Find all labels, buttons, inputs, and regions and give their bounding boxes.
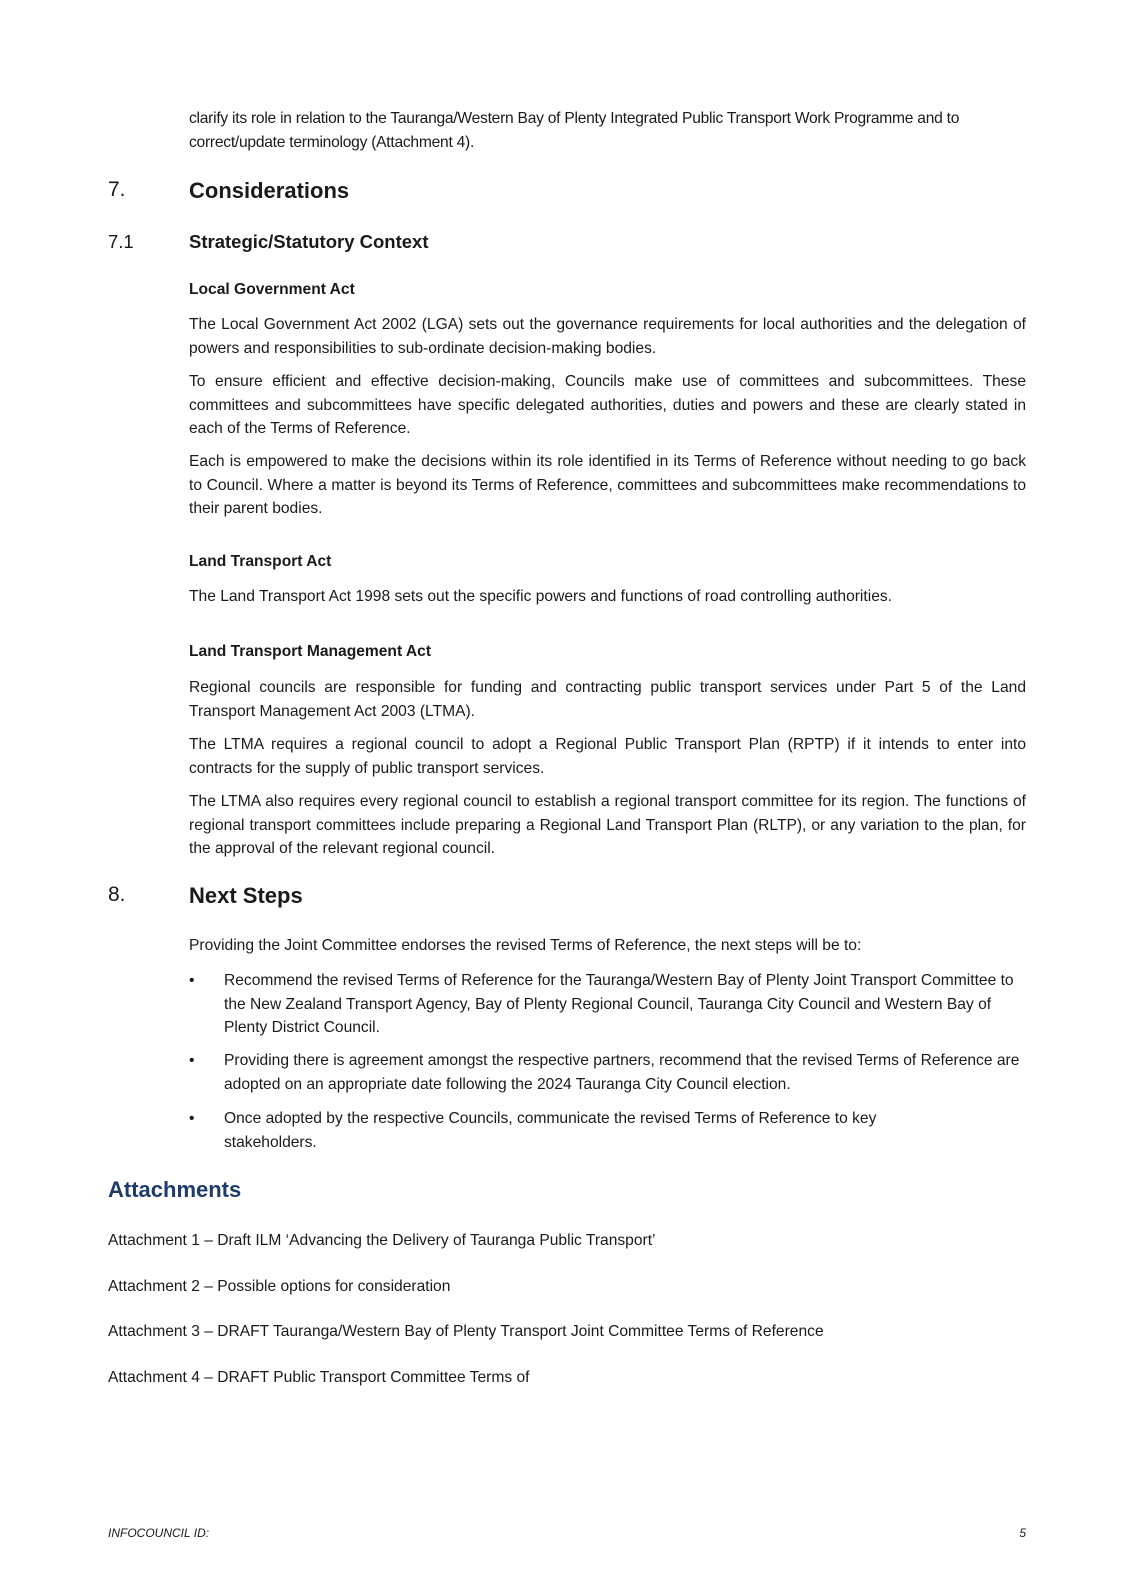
ltma-p3-block: [189, 790, 1026, 861]
list-item: [189, 1049, 1026, 1097]
ltma-paragraph-1: Regional councils are responsible for funding and contracting public transport services under Part 5 of the Land Transport Management Act 2003 (LTMA).: [189, 679, 1026, 720]
next-steps-lead-block: [189, 934, 1026, 958]
ltma-paragraph-3: The LTMA also requires every regional council to establish a regional transport committee for its region. The functions of regional transport committees include preparing a Regional Land Transport Plan (RLTP), or any variation to the plan, for the approval of the relevant regional council.: [189, 793, 1026, 857]
footer-infocouncil-id: INFOCOUNCIL ID:: [108, 1526, 210, 1540]
bullet-icon: •: [189, 1110, 195, 1127]
lta-paragraph-1: The Land Transport Act 1998 sets out the specific powers and functions of road controlling authorities.: [189, 588, 892, 605]
section-7-1-number: 7.1: [108, 231, 134, 252]
attachment-item-2: Attachment 2 – Possible options for consideration: [108, 1278, 451, 1295]
lga-paragraph-2: To ensure efficient and effective decision-making, Councils make use of committees and subcommittees. These committees and subcommittees have specific delegated authorities, duties and powers and these are clearly stated in each of the Terms of Reference.: [189, 373, 1026, 437]
lta-p1-block: [189, 585, 1026, 609]
list-item: [189, 1107, 1026, 1155]
intro-continuation: clarify its role in relation to the Tauranga/Western Bay of Plenty Integrated Public Transport Work Programme and to correct/update terminology (Attachment 4).: [189, 110, 960, 151]
ltma-paragraph-2: The LTMA requires a regional council to adopt a Regional Public Transport Plan (RPTP) if it intends to enter into contracts for the supply of public transport services.: [189, 736, 1026, 777]
lga-heading: Local Government Act: [189, 281, 355, 298]
attachments-heading: Attachments: [108, 1177, 242, 1202]
next-step-bullet-2: Providing there is agreement amongst the respective partners, recommend that the revised Terms of Reference are adopted on an appropriate date following the 2024 Tauranga City Council election.: [224, 1052, 1020, 1093]
lga-paragraph-3: Each is empowered to make the decisions within its role identified in its Terms of Reference without needing to go back to Council. Where a matter is beyond its Terms of Reference, committees and subcommittees make recommendations to their parent bodies.: [189, 453, 1026, 517]
section-7-1-title: Strategic/Statutory Context: [189, 231, 429, 252]
list-item: [189, 969, 1026, 1041]
footer-page-number: 5: [1019, 1526, 1026, 1540]
section-7-title: Considerations: [189, 178, 350, 203]
next-step-bullet-3: Once adopted by the respective Councils, communicate the revised Terms of Reference to key stakeholders.: [224, 1110, 877, 1151]
section-8-title: Next Steps: [189, 883, 303, 908]
lga-p1-block: [189, 313, 1026, 360]
attachment-item-4: Attachment 4 – DRAFT Public Transport Committee Terms of: [108, 1369, 530, 1386]
attachment-item-3: Attachment 3 – DRAFT Tauranga/Western Bay of Plenty Transport Joint Committee Terms of Reference: [108, 1323, 824, 1340]
ltma-heading: Land Transport Management Act: [189, 643, 432, 660]
bullet-icon: •: [189, 1052, 195, 1069]
lga-paragraph-1: The Local Government Act 2002 (LGA) sets out the governance requirements for local authorities and the delegation of powers and responsibilities to sub-ordinate decision-making bodies.: [189, 316, 1026, 357]
next-steps-lead: Providing the Joint Committee endorses the revised Terms of Reference, the next steps will be to:: [189, 937, 862, 954]
next-step-bullet-1: Recommend the revised Terms of Reference for the Tauranga/Western Bay of Plenty Joint Transport Committee to the New Zealand Transport Agency, Bay of Plenty Regional Council, Tauranga City Council and Western Bay of Plenty District Council.: [224, 972, 1014, 1036]
ltma-p2-block: [189, 733, 1026, 780]
lta-heading: Land Transport Act: [189, 553, 332, 570]
bullet-icon: •: [189, 972, 195, 989]
attachment-item-1: Attachment 1 – Draft ILM ‘Advancing the Delivery of Tauranga Public Transport’: [108, 1232, 656, 1249]
intro-block: [189, 107, 1026, 154]
lga-p3-block: [189, 450, 1026, 521]
lga-p2-block: [189, 370, 1026, 441]
section-8-number: 8.: [108, 883, 126, 906]
section-7-number: 7.: [108, 178, 126, 201]
ltma-p1-block: [189, 676, 1026, 723]
